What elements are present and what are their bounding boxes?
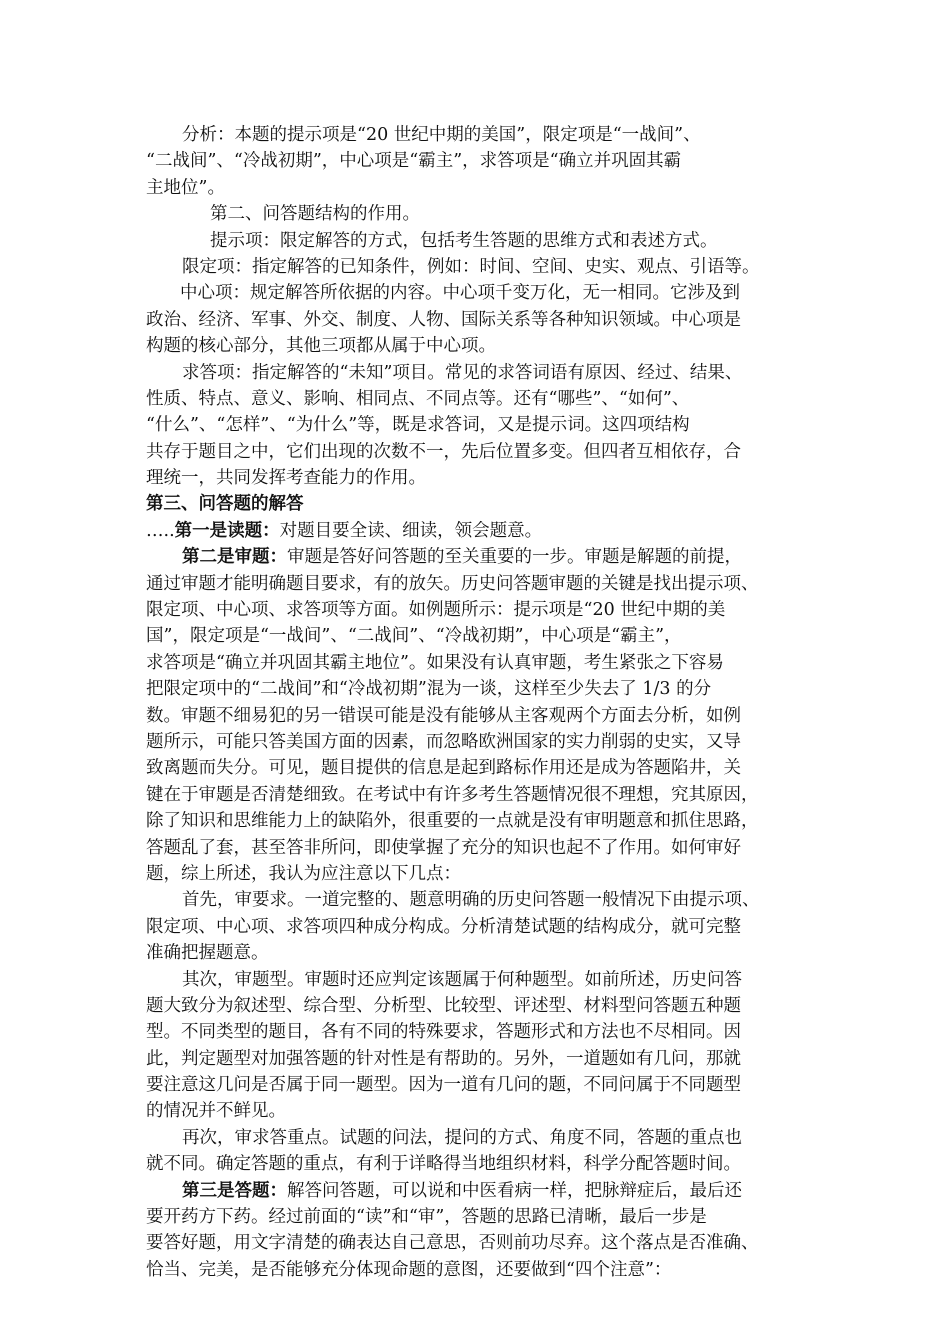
analysis-line-1: 分析：本题的提示项是“20 世纪中期的美国”，限定项是“一战间”、 <box>182 125 701 145</box>
read-step-line <box>146 518 826 544</box>
answer-item-line-3: “什么”、“怎样”、“为什么”等，既是求答词，又是提示词。这四项结构 <box>146 415 690 436</box>
first-point-line: 限定项、中心项、求答项四种成分构成。分析清楚试题的结构成分，就可完整 <box>146 916 741 937</box>
review-line: 通过审题才能明确题目要求，有的放矢。历史问答题审题的关键是找出提示项、 <box>146 573 759 594</box>
second-point-line: 题大致分为叙述型、综合型、分析型、比较型、评述型、材料型问答题五种题 <box>146 995 741 1016</box>
section3-heading: 第三、问答题的解答 <box>146 494 304 515</box>
review-line: 国”，限定项是“一战间”、“二战间”、“冷战初期”，中心项是“霸主”， <box>146 626 682 647</box>
prompt-item-text: 提示项：限定解答的方式，包括考生答题的思维方式和表述方式。 <box>210 230 718 251</box>
answer-item-line-1: 求答项：指定解答的“未知”项目。常见的求答词语有原因、经过、结果、 <box>182 362 743 383</box>
second-point-line: 型。不同类型的题目，各有不同的特殊要求，答题形式和方法也不尽相同。因 <box>146 1022 741 1043</box>
answer-step-line: 要开药方下药。经过前面的“读”和“审”，答题的思路已清晰，最后一步是 <box>146 1207 707 1228</box>
first-point-line: 准确把握题意。 <box>146 943 269 964</box>
review-line: 键在于审题是否清楚细致。在考试中有许多考生答题情况很不理想，究其原因， <box>146 784 759 805</box>
answer-item-line-5: 理统一，共同发挥考查能力的作用。 <box>146 468 426 489</box>
answer-step-line-1 <box>146 1178 826 1204</box>
read-step-text: 对题目要全读、细读，领会题意。 <box>279 520 543 541</box>
read-step-label: 第一是读题： <box>174 520 280 541</box>
third-point-line: 再次，审求答重点。试题的问法，提问的方式、角度不同，答题的重点也 <box>182 1127 742 1148</box>
review-step-label: 第二是审题： <box>182 547 287 568</box>
center-item-line-3: 构题的核心部分，其他三项都从属于中心项。 <box>146 336 496 357</box>
second-point-line: 其次，审题型。审题时还应判定该题属于何种题型。如前所述，历史问答 <box>182 969 742 990</box>
review-line: 题所示，可能只答美国方面的因素，而忽略欧洲国家的实力削弱的史实，又导 <box>146 731 741 752</box>
review-line: 题，综上所述，我认为应注意以下几点： <box>146 863 461 884</box>
second-point-line: 此，判定题型对加强答题的针对性是有帮助的。另外，一道题如有几问，那就 <box>146 1048 741 1069</box>
analysis-line-3: 主地位”。 <box>146 177 225 198</box>
review-line: 把限定项中的“二战间”和“冷战初期”混为一谈，这样至少失去了 1/3 的分 <box>146 679 712 700</box>
second-point-line: 要注意这几问是否属于同一题型。因为一道有几问的题，不同问属于不同题型 <box>146 1075 741 1096</box>
review-line: 限定项、中心项、求答项等方面。如例题所示：提示项是“20 世纪中期的美 <box>146 600 726 621</box>
second-point-line: 的情况并不鲜见。 <box>146 1101 286 1122</box>
review-line: 除了知识和思维能力上的缺陷外，很重要的一点就是没有审明题意和抓住思路， <box>146 811 759 832</box>
review-line: 答题乱了套，甚至答非所问，即使掌握了充分的知识也起不了作用。如何审好 <box>146 837 741 858</box>
read-step-prefix: ….. <box>146 520 175 541</box>
center-item-line-1: 中心项：规定解答所依据的内容。中心项千变万化，无一相同。它涉及到 <box>180 283 740 304</box>
review-line: 数。审题不细易犯的另一错误可能是没有能够从主客观两个方面去分析，如例 <box>146 705 741 726</box>
answer-step-line: 要答好题，用文字清楚的确表达自己意思，否则前功尽弃。这个落点是否准确、 <box>146 1233 759 1254</box>
analysis-line-2: “二战间”、“冷战初期”，中心项是“霸主”，求答项是“确立并巩固其霸 <box>146 151 682 172</box>
answer-item-line-4: 共存于题目之中，它们出现的次数不一，先后位置多变。但四者互相依存，合 <box>146 441 741 462</box>
answer-step-line: 恰当、完美，是否能够充分体现命题的意图，还要做到“四个注意”： <box>146 1259 672 1280</box>
review-line: 致离题而失分。可见，题目提供的信息是起到路标作用还是成为答题陷井，关 <box>146 758 741 779</box>
section2-heading: 第二、问答题结构的作用。 <box>210 204 420 225</box>
review-line: 求答项是“确立并巩固其霸主地位”。如果没有认真审题，考生紧张之下容易 <box>146 652 724 673</box>
answer-step-label: 第三是答题： <box>182 1180 287 1201</box>
review-step-line-1 <box>146 544 826 570</box>
third-point-line: 就不同。确定答题的重点，有利于详略得当地组织材料，科学分配答题时间。 <box>146 1154 741 1175</box>
answer-step-first: 解答问答题，可以说和中医看病一样，把脉辩症后，最后还 <box>287 1180 742 1201</box>
review-step-first: 审题是答好问答题的至关重要的一步。审题是解题的前提， <box>287 547 742 568</box>
document-page <box>146 122 826 1283</box>
limit-item-text: 限定项：指定解答的已知条件，例如：时间、空间、史实、观点、引语等。 <box>182 256 760 277</box>
answer-item-line-2: 性质、特点、意义、影响、相同点、不同点等。还有“哪些”、“如何”、 <box>146 388 690 409</box>
first-point-line: 首先，审要求。一道完整的、题意明确的历史问答题一般情况下由提示项、 <box>182 890 760 911</box>
center-item-line-2: 政治、经济、军事、外交、制度、人物、国际关系等各种知识领域。中心项是 <box>146 309 741 330</box>
